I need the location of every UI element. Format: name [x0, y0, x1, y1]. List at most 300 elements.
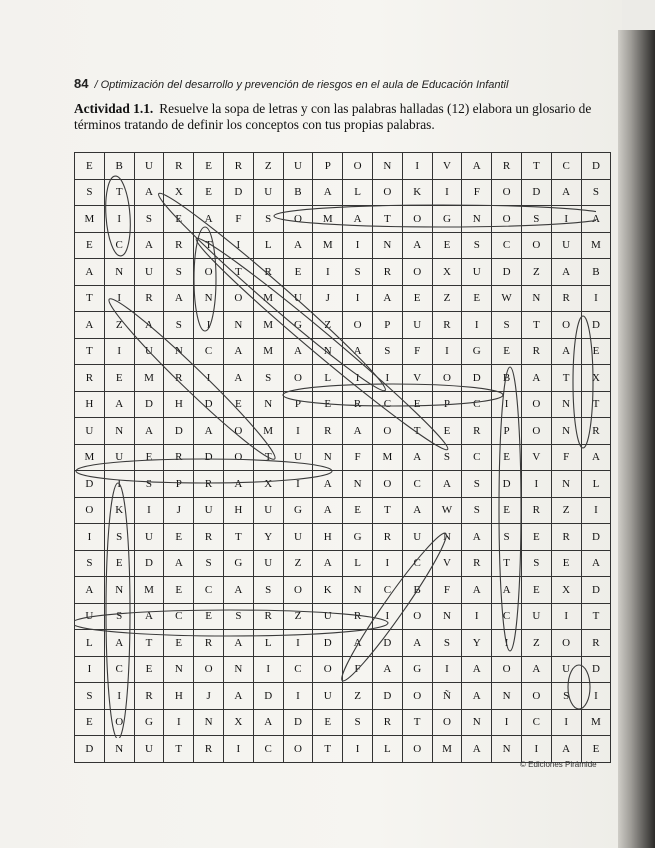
grid-cell: I: [164, 709, 194, 736]
grid-cell: D: [164, 418, 194, 445]
grid-cell: O: [492, 656, 522, 683]
grid-cell: E: [223, 391, 253, 418]
grid-cell: I: [343, 736, 373, 763]
grid-cell: S: [134, 206, 164, 233]
grid-cell: I: [343, 232, 373, 259]
grid-cell: A: [313, 471, 343, 498]
grid-cell: U: [462, 259, 492, 286]
grid-cell: R: [253, 259, 283, 286]
grid-cell: O: [402, 206, 432, 233]
grid-cell: I: [581, 285, 611, 312]
grid-cell: A: [551, 736, 581, 763]
grid-cell: A: [75, 577, 105, 604]
grid-cell: N: [343, 471, 373, 498]
grid-cell: D: [194, 391, 224, 418]
grid-cell: A: [372, 656, 402, 683]
grid-cell: O: [313, 656, 343, 683]
grid-row: [75, 709, 611, 736]
grid-row: [75, 497, 611, 524]
grid-cell: I: [223, 736, 253, 763]
grid-cell: I: [551, 603, 581, 630]
grid-cell: O: [551, 630, 581, 657]
grid-cell: D: [492, 259, 522, 286]
grid-cell: A: [313, 497, 343, 524]
grid-cell: D: [581, 153, 611, 180]
grid-cell: R: [194, 736, 224, 763]
word-search-grid: [74, 152, 611, 763]
grid-cell: O: [283, 577, 313, 604]
grid-cell: I: [581, 497, 611, 524]
grid-cell: E: [75, 709, 105, 736]
grid-cell: E: [164, 206, 194, 233]
grid-cell: U: [551, 232, 581, 259]
grid-cell: S: [194, 550, 224, 577]
grid-cell: E: [581, 338, 611, 365]
grid-cell: Ñ: [432, 683, 462, 710]
grid-cell: Z: [283, 550, 313, 577]
grid-cell: I: [104, 206, 134, 233]
grid-cell: H: [164, 391, 194, 418]
grid-cell: D: [134, 550, 164, 577]
grid-cell: U: [283, 153, 313, 180]
grid-cell: R: [521, 338, 551, 365]
grid-cell: R: [581, 418, 611, 445]
grid-cell: A: [104, 630, 134, 657]
grid-cell: E: [492, 444, 522, 471]
grid-cell: O: [283, 365, 313, 392]
grid-cell: A: [343, 206, 373, 233]
grid-cell: I: [283, 683, 313, 710]
activity-instructions: [74, 101, 610, 133]
grid-cell: U: [313, 603, 343, 630]
grid-cell: R: [194, 471, 224, 498]
grid-cell: I: [283, 418, 313, 445]
grid-cell: E: [313, 391, 343, 418]
grid-cell: C: [253, 736, 283, 763]
grid-cell: N: [313, 444, 343, 471]
grid-cell: A: [402, 630, 432, 657]
grid-cell: L: [253, 232, 283, 259]
grid-cell: L: [75, 630, 105, 657]
grid-cell: N: [551, 418, 581, 445]
grid-cell: U: [134, 338, 164, 365]
grid-cell: S: [551, 683, 581, 710]
grid-cell: N: [551, 391, 581, 418]
grid-cell: H: [75, 391, 105, 418]
grid-cell: N: [432, 524, 462, 551]
grid-cell: Z: [313, 312, 343, 339]
grid-cell: V: [402, 365, 432, 392]
grid-cell: D: [223, 179, 253, 206]
grid-cell: N: [372, 232, 402, 259]
grid-cell: O: [521, 232, 551, 259]
grid-cell: A: [194, 418, 224, 445]
grid-cell: L: [372, 736, 402, 763]
grid-cell: R: [492, 153, 522, 180]
grid-cell: D: [462, 365, 492, 392]
grid-cell: N: [462, 206, 492, 233]
grid-row: [75, 736, 611, 763]
grid-cell: D: [194, 444, 224, 471]
grid-cell: C: [402, 471, 432, 498]
grid-cell: A: [402, 232, 432, 259]
grid-cell: I: [194, 365, 224, 392]
grid-cell: Z: [253, 153, 283, 180]
grid-cell: E: [283, 259, 313, 286]
grid-cell: G: [134, 709, 164, 736]
grid-cell: P: [164, 471, 194, 498]
grid-cell: U: [75, 603, 105, 630]
grid-cell: S: [492, 312, 522, 339]
grid-cell: I: [521, 736, 551, 763]
grid-cell: W: [432, 497, 462, 524]
grid-cell: I: [372, 365, 402, 392]
grid-cell: I: [372, 550, 402, 577]
grid-cell: U: [283, 285, 313, 312]
grid-cell: A: [194, 206, 224, 233]
grid-cell: D: [581, 312, 611, 339]
grid-cell: M: [581, 232, 611, 259]
grid-cell: A: [521, 365, 551, 392]
grid-cell: O: [372, 179, 402, 206]
grid-cell: R: [372, 524, 402, 551]
grid-cell: C: [283, 656, 313, 683]
grid-cell: R: [432, 312, 462, 339]
grid-cell: C: [492, 603, 522, 630]
grid-cell: E: [164, 524, 194, 551]
grid-cell: X: [432, 259, 462, 286]
grid-cell: A: [283, 338, 313, 365]
grid-cell: O: [492, 206, 522, 233]
grid-cell: B: [283, 179, 313, 206]
grid-cell: R: [253, 603, 283, 630]
grid-cell: A: [134, 418, 164, 445]
grid-cell: O: [372, 471, 402, 498]
grid-cell: X: [223, 709, 253, 736]
grid-cell: Z: [432, 285, 462, 312]
grid-cell: O: [104, 709, 134, 736]
grid-cell: T: [521, 153, 551, 180]
grid-cell: E: [194, 179, 224, 206]
grid-cell: T: [164, 736, 194, 763]
grid-cell: A: [134, 179, 164, 206]
grid-cell: R: [521, 497, 551, 524]
grid-cell: I: [75, 656, 105, 683]
grid-cell: Y: [462, 630, 492, 657]
grid-cell: D: [581, 656, 611, 683]
grid-cell: U: [253, 497, 283, 524]
grid-cell: O: [521, 418, 551, 445]
running-title: Optimización del desarrollo y prevención de riesgos en el aula de Educación Infantil: [100, 79, 509, 91]
grid-cell: A: [164, 550, 194, 577]
grid-cell: A: [223, 630, 253, 657]
grid-row: [75, 683, 611, 710]
grid-cell: E: [164, 577, 194, 604]
grid-cell: E: [581, 736, 611, 763]
grid-cell: A: [343, 338, 373, 365]
grid-cell: A: [223, 365, 253, 392]
grid-cell: R: [164, 153, 194, 180]
grid-cell: S: [253, 365, 283, 392]
grid-cell: X: [581, 365, 611, 392]
grid-cell: H: [164, 683, 194, 710]
grid-cell: I: [521, 471, 551, 498]
grid-cell: R: [164, 444, 194, 471]
grid-row: [75, 630, 611, 657]
grid-cell: I: [432, 656, 462, 683]
grid-cell: S: [134, 471, 164, 498]
grid-row: [75, 179, 611, 206]
grid-cell: N: [164, 338, 194, 365]
grid-cell: S: [253, 206, 283, 233]
grid-cell: C: [551, 153, 581, 180]
grid-cell: O: [283, 206, 313, 233]
grid-cell: T: [75, 285, 105, 312]
grid-cell: U: [134, 524, 164, 551]
grid-cell: R: [551, 285, 581, 312]
grid-cell: E: [402, 391, 432, 418]
grid-cell: P: [313, 153, 343, 180]
grid-cell: Z: [343, 683, 373, 710]
grid-cell: A: [462, 577, 492, 604]
grid-cell: U: [253, 179, 283, 206]
grid-cell: S: [164, 259, 194, 286]
grid-cell: U: [134, 736, 164, 763]
grid-cell: U: [402, 312, 432, 339]
grid-cell: A: [492, 577, 522, 604]
grid-cell: T: [402, 418, 432, 445]
grid-cell: T: [223, 524, 253, 551]
grid-cell: H: [223, 497, 253, 524]
grid-cell: O: [551, 312, 581, 339]
grid-cell: F: [343, 444, 373, 471]
grid-cell: S: [432, 444, 462, 471]
grid-cell: P: [283, 391, 313, 418]
grid-cell: L: [343, 550, 373, 577]
grid-cell: S: [492, 524, 522, 551]
grid-cell: N: [194, 709, 224, 736]
grid-cell: A: [372, 285, 402, 312]
grid-cell: A: [104, 391, 134, 418]
grid-cell: S: [75, 683, 105, 710]
grid-row: [75, 418, 611, 445]
grid-cell: O: [521, 391, 551, 418]
grid-cell: S: [343, 709, 373, 736]
grid-cell: R: [462, 418, 492, 445]
grid-cell: T: [194, 232, 224, 259]
grid-cell: O: [194, 259, 224, 286]
grid-cell: E: [134, 444, 164, 471]
grid-cell: H: [313, 524, 343, 551]
grid-cell: E: [104, 365, 134, 392]
grid-cell: R: [194, 630, 224, 657]
grid-cell: U: [521, 603, 551, 630]
grid-cell: U: [104, 444, 134, 471]
grid-cell: A: [343, 630, 373, 657]
grid-cell: K: [104, 497, 134, 524]
grid-cell: I: [253, 656, 283, 683]
grid-cell: N: [164, 656, 194, 683]
grid-cell: E: [551, 550, 581, 577]
grid-cell: R: [313, 418, 343, 445]
grid-cell: S: [581, 179, 611, 206]
grid-cell: A: [432, 471, 462, 498]
grid-cell: G: [462, 338, 492, 365]
grid-cell: C: [402, 550, 432, 577]
grid-cell: R: [194, 524, 224, 551]
grid-cell: O: [402, 736, 432, 763]
page-edge-shadow: [618, 30, 655, 848]
grid-cell: E: [402, 285, 432, 312]
grid-cell: I: [432, 179, 462, 206]
grid-cell: I: [283, 630, 313, 657]
grid-cell: A: [223, 683, 253, 710]
grid-cell: A: [402, 497, 432, 524]
grid-cell: A: [462, 656, 492, 683]
grid-cell: D: [313, 630, 343, 657]
grid-cell: I: [194, 312, 224, 339]
grid-cell: Z: [521, 259, 551, 286]
grid-cell: E: [75, 232, 105, 259]
grid-cell: E: [492, 338, 522, 365]
grid-cell: I: [462, 603, 492, 630]
grid-cell: L: [313, 365, 343, 392]
grid-cell: M: [372, 444, 402, 471]
grid-cell: M: [253, 312, 283, 339]
grid-cell: R: [462, 550, 492, 577]
grid-cell: I: [223, 232, 253, 259]
grid-cell: D: [75, 736, 105, 763]
grid-cell: N: [462, 709, 492, 736]
grid-cell: E: [521, 577, 551, 604]
grid-cell: E: [75, 153, 105, 180]
grid-cell: T: [372, 206, 402, 233]
grid-cell: N: [104, 259, 134, 286]
grid-cell: G: [223, 550, 253, 577]
grid-cell: L: [581, 471, 611, 498]
grid-row: [75, 471, 611, 498]
grid-cell: F: [551, 444, 581, 471]
grid-cell: R: [343, 391, 373, 418]
grid-cell: T: [253, 444, 283, 471]
grid-cell: S: [223, 603, 253, 630]
grid-cell: B: [402, 577, 432, 604]
grid-cell: S: [164, 312, 194, 339]
grid-cell: N: [104, 736, 134, 763]
grid-cell: U: [134, 153, 164, 180]
grid-row: [75, 656, 611, 683]
grid-cell: A: [223, 338, 253, 365]
grid-cell: N: [223, 656, 253, 683]
grid-cell: O: [402, 603, 432, 630]
grid-cell: S: [75, 179, 105, 206]
grid-cell: C: [372, 577, 402, 604]
grid-cell: L: [253, 630, 283, 657]
grid-cell: U: [402, 524, 432, 551]
grid-cell: T: [581, 603, 611, 630]
grid-cell: O: [492, 179, 522, 206]
grid-cell: X: [551, 577, 581, 604]
grid-cell: E: [313, 709, 343, 736]
grid-cell: D: [581, 524, 611, 551]
grid-cell: M: [313, 232, 343, 259]
grid-cell: M: [313, 206, 343, 233]
grid-cell: I: [581, 683, 611, 710]
grid-cell: U: [283, 444, 313, 471]
grid-cell: E: [492, 497, 522, 524]
grid-cell: A: [462, 524, 492, 551]
grid-cell: D: [75, 471, 105, 498]
grid-cell: A: [134, 603, 164, 630]
grid-cell: T: [551, 365, 581, 392]
grid-cell: F: [462, 179, 492, 206]
activity-label: Actividad 1.1.: [74, 101, 154, 116]
grid-cell: N: [253, 391, 283, 418]
grid-cell: R: [372, 259, 402, 286]
grid-cell: N: [551, 471, 581, 498]
grid-cell: A: [402, 444, 432, 471]
grid-cell: C: [462, 391, 492, 418]
grid-cell: E: [134, 656, 164, 683]
grid-cell: A: [283, 232, 313, 259]
grid-cell: I: [402, 153, 432, 180]
grid-cell: N: [313, 338, 343, 365]
grid-cell: O: [223, 418, 253, 445]
grid-cell: L: [343, 179, 373, 206]
grid-row: [75, 259, 611, 286]
grid-cell: A: [551, 338, 581, 365]
grid-cell: F: [223, 206, 253, 233]
grid-cell: O: [343, 153, 373, 180]
grid-cell: I: [104, 471, 134, 498]
grid-cell: I: [551, 709, 581, 736]
activity-text: Resuelve la sopa de letras y con las palabras halladas (12) elabora un glosario de términos tratando de definir los conceptos con tus propias palabras.: [74, 101, 592, 132]
grid-cell: Z: [283, 603, 313, 630]
grid-cell: D: [253, 683, 283, 710]
grid-cell: N: [104, 577, 134, 604]
grid-cell: E: [432, 418, 462, 445]
grid-cell: N: [521, 285, 551, 312]
grid-cell: P: [492, 418, 522, 445]
grid-cell: C: [104, 232, 134, 259]
grid-cell: I: [492, 391, 522, 418]
grid-cell: M: [75, 206, 105, 233]
grid-cell: I: [75, 524, 105, 551]
grid-cell: S: [253, 577, 283, 604]
grid-cell: A: [223, 577, 253, 604]
grid-cell: G: [402, 656, 432, 683]
grid-cell: N: [343, 577, 373, 604]
grid-cell: E: [462, 285, 492, 312]
grid-row: [75, 312, 611, 339]
grid-cell: U: [194, 497, 224, 524]
grid-cell: A: [581, 550, 611, 577]
grid-cell: I: [551, 206, 581, 233]
grid-cell: X: [164, 179, 194, 206]
grid-cell: E: [521, 524, 551, 551]
grid-cell: O: [343, 312, 373, 339]
grid-cell: U: [75, 418, 105, 445]
grid-cell: O: [521, 683, 551, 710]
grid-cell: O: [75, 497, 105, 524]
grid-cell: U: [313, 683, 343, 710]
grid-cell: Z: [521, 630, 551, 657]
grid-cell: M: [432, 736, 462, 763]
grid-cell: M: [253, 285, 283, 312]
grid-cell: N: [492, 736, 522, 763]
grid-cell: U: [253, 550, 283, 577]
grid-cell: C: [194, 338, 224, 365]
